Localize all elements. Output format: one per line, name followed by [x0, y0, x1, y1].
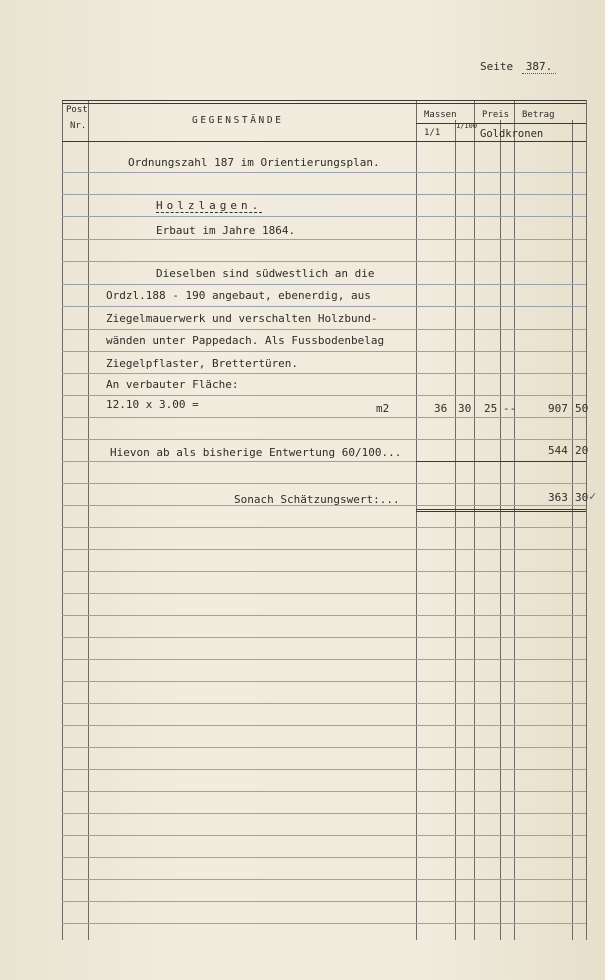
ruled-line	[62, 615, 586, 616]
ruled-line	[62, 901, 586, 902]
total-double-rule	[416, 509, 586, 512]
betrag-decimal-divider	[572, 120, 573, 940]
page-number	[480, 60, 556, 74]
ruled-line	[62, 351, 586, 352]
ruled-line	[62, 835, 586, 836]
header-top-rule	[62, 100, 586, 101]
ruled-line	[62, 216, 586, 217]
subtotal-rule	[416, 461, 586, 462]
entwertung-decimal: 20	[575, 444, 589, 457]
area-calculation: 12.10 x 3.00 =	[106, 398, 199, 411]
ruled-line	[62, 261, 586, 262]
ruled-line	[62, 483, 586, 484]
preis-decimal-divider	[500, 120, 501, 940]
ruled-line	[62, 879, 586, 880]
header-preis: Preis	[482, 110, 510, 120]
massen-integer: 36	[434, 402, 448, 415]
table-left-border	[62, 100, 63, 940]
ruled-line	[62, 395, 586, 396]
ruled-line	[62, 813, 586, 814]
ruled-line	[62, 284, 586, 285]
ruled-line	[62, 703, 586, 704]
preis-column-divider	[514, 100, 515, 940]
description-line: Dieselben sind südwestlich an die	[156, 267, 375, 280]
ruled-line	[62, 681, 586, 682]
ruled-line	[62, 239, 586, 240]
ruled-line	[62, 549, 586, 550]
ruled-line	[62, 791, 586, 792]
page-number-value: 387.	[522, 60, 557, 74]
massen-decimal: 30	[458, 402, 472, 415]
header-massen-fraction: 1/100	[456, 122, 478, 130]
ruled-line	[62, 725, 586, 726]
schaetzungswert-decimal: 30	[575, 491, 589, 504]
unit-label: m2	[376, 402, 390, 415]
schaetzungswert-integer: 363	[548, 491, 568, 504]
massen-decimal-divider	[455, 120, 456, 940]
header-betrag: Betrag	[522, 110, 555, 120]
ruled-line	[62, 373, 586, 374]
ruled-line	[62, 637, 586, 638]
ordnungszahl-line: Ordnungszahl 187 im Orientierungsplan.	[128, 156, 380, 169]
betrag-integer: 907	[548, 402, 568, 415]
header-massen: Massen	[424, 110, 457, 120]
description-line: Ziegelpflaster, Brettertüren.	[106, 357, 299, 370]
betrag-decimal: 50	[575, 402, 589, 415]
table-right-border	[586, 100, 587, 940]
massen-column-divider	[474, 100, 475, 940]
erbaut-line: Erbaut im Jahre 1864.	[156, 224, 296, 237]
header-top-rule-2	[62, 103, 586, 104]
ruled-line	[62, 439, 586, 440]
description-line: Ordzl.188 - 190 angebaut, ebenerdig, aus	[106, 289, 371, 302]
ruled-line	[62, 923, 586, 924]
ruled-line	[62, 329, 586, 330]
page-number-label: Seite	[480, 60, 514, 73]
header-nr: Nr.	[70, 121, 87, 131]
header-massen-unit: 1/1	[424, 128, 441, 138]
checkmark-icon: ✓	[589, 489, 597, 503]
ruled-line	[62, 571, 586, 572]
preis-decimal: --	[503, 402, 517, 415]
section-title: Holzlagen.	[156, 199, 263, 212]
header-currency: Goldkronen	[480, 128, 544, 140]
header-sub-rule	[416, 123, 586, 124]
description-line: wänden unter Pappedach. Als Fussbodenbelag	[106, 334, 385, 347]
ruled-line	[62, 769, 586, 770]
description-line: Ziegelmauerwerk und verschalten Holzbund-	[106, 312, 378, 325]
entwertung-line: Hievon ab als bisherige Entwertung 60/100...	[110, 446, 402, 459]
ruled-line	[62, 172, 586, 173]
ruled-line	[62, 194, 586, 195]
ruled-line	[62, 306, 586, 307]
ruled-line	[62, 857, 586, 858]
ruled-line	[62, 593, 586, 594]
post-column-divider	[88, 100, 89, 940]
ruled-line	[62, 417, 586, 418]
ruled-line	[62, 659, 586, 660]
header-post: Post	[66, 105, 88, 115]
ruled-line	[62, 747, 586, 748]
header-bottom-rule	[62, 141, 586, 142]
entwertung-integer: 544	[548, 444, 568, 457]
gegenstaende-column-divider	[416, 100, 417, 940]
header-gegenstaende: GEGENSTÄNDE	[192, 115, 284, 126]
ruled-line	[62, 527, 586, 528]
preis-integer: 25	[484, 402, 498, 415]
schaetzungswert-line: Sonach Schätzungswert:...	[234, 493, 400, 506]
flaeche-label: An verbauter Fläche:	[106, 378, 239, 391]
